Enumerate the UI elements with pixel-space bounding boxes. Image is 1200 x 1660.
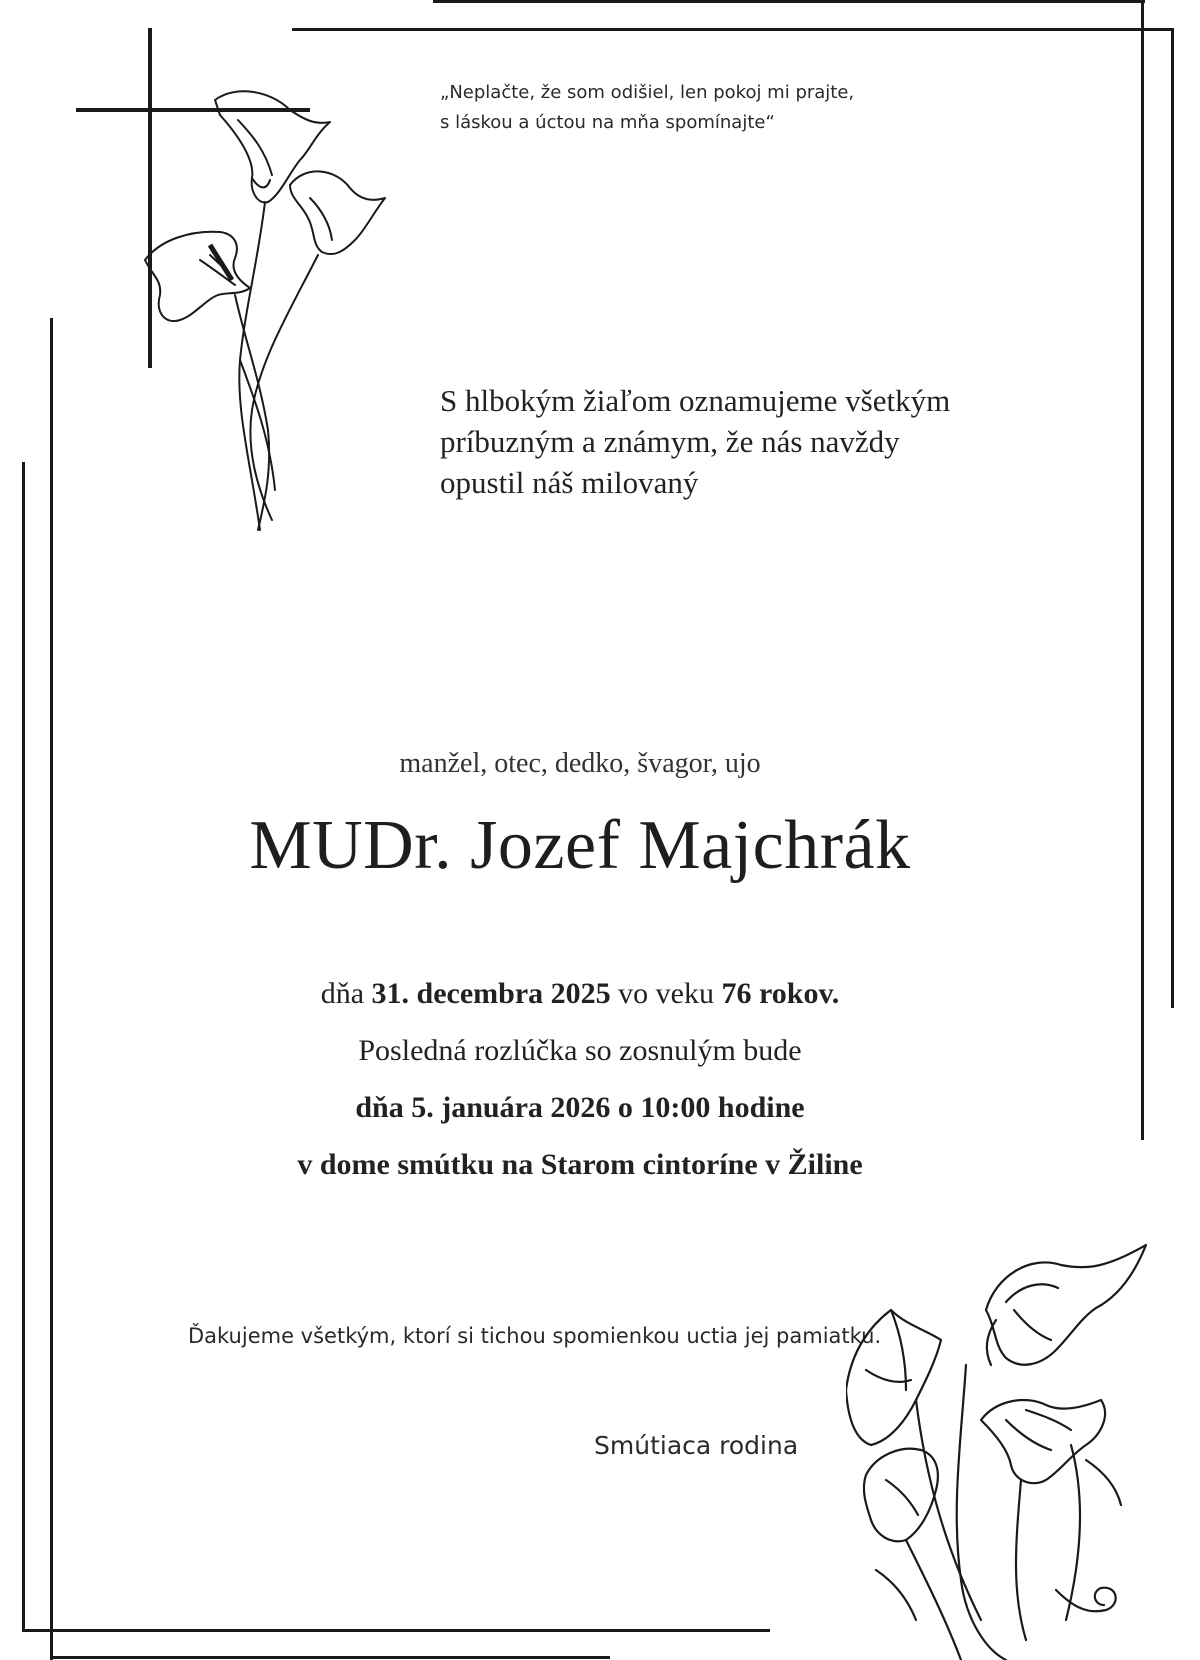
frame-top-inner-line [292,28,1174,31]
farewell-datetime-text: dňa 5. januára 2026 o 10:00 hodine [355,1091,805,1124]
signature: Smútiaca rodina [594,1431,799,1460]
frame-bottom-outer-line [50,1656,610,1659]
quote-line-1: „Neplačte, že som odišiel, len pokoj mi prajte, [440,82,855,103]
frame-bottom-line [22,1629,770,1632]
relations: manžel, otec, dedko, švagor, ujo [399,748,761,779]
frame-right-inner-line [1171,28,1174,1008]
calla-lily-bouquet-icon [846,1240,1176,1660]
calla-lily-icon [140,80,410,560]
quote-line-2: s láskou a úctou na mňa spomínajte“ [440,112,775,133]
frame-top-line [433,0,1145,3]
death-line [0,965,1160,1022]
thanks-note: Ďakujeme všetkým, ktorí si tichou spomienkou uctia jej pamiatku. [188,1324,882,1348]
death-middle: vo veku [610,977,722,1010]
deceased-name: MUDr. Jozef Majchrák [249,807,911,884]
intro-line-1: S hlbokým žiaľom oznamujeme všetkým [440,383,951,418]
announcement-intro [440,380,1080,503]
death-date: 31. decembra 2025 [371,977,611,1010]
intro-line-3: opustil náš milovaný [440,465,699,500]
farewell-intro: Posledná rozlúčka so zosnulým bude [358,1034,802,1067]
quote [440,78,1000,138]
farewell-place [0,1136,1160,1193]
intro-line-2: príbuzným a známym, že nás navždy [440,424,900,459]
death-age: 76 rokov. [721,977,840,1010]
farewell-place-text: v dome smútku na Starom cintoríne v Žiline [297,1148,863,1181]
farewell-datetime [0,1079,1160,1136]
death-prefix: dňa [320,977,372,1010]
death-and-funeral-details [0,965,1160,1193]
